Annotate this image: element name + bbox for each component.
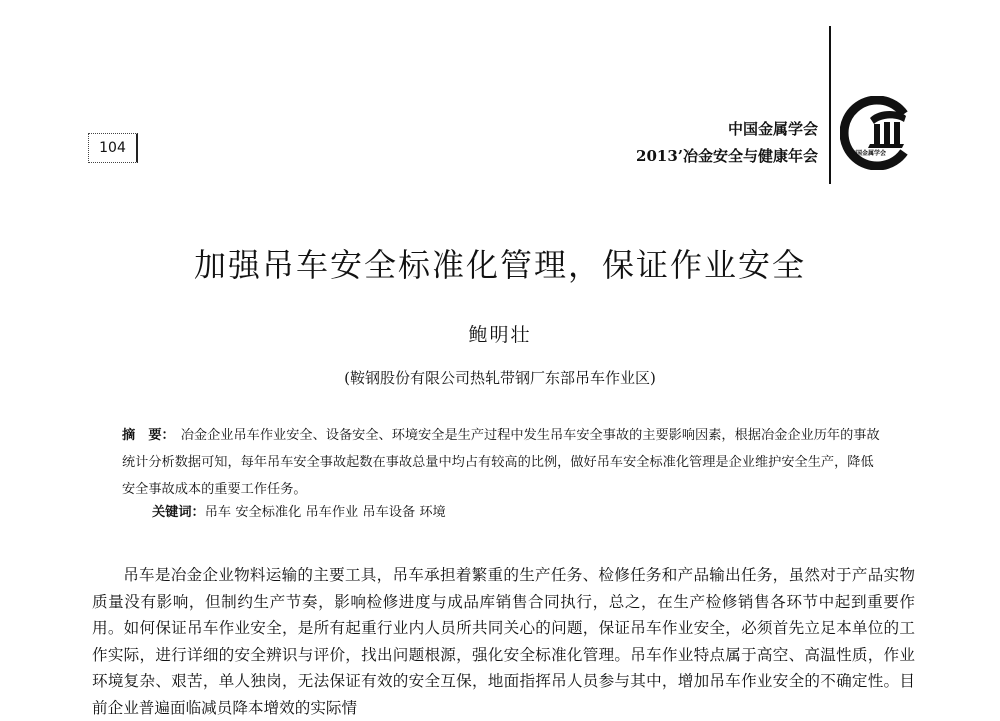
keywords: [152, 502, 872, 524]
abstract-text: 冶金企业吊车作业安全、设备安全、环境安全是生产过程中发生吊车安全事故的主要影响因素，根据冶金企业历年的事故统计分析数据可知，每年吊车安全事故起数在事故总量中均占有较高的比例，做好吊车安全标准化管理是企业维护安全生产，降低安全事故成本的重要工作任务。: [122, 428, 880, 497]
article-author: 鲍明壮: [468, 324, 532, 346]
header-conference: 2013’冶金安全与健康年会: [636, 147, 818, 165]
csm-logo-icon: [840, 96, 914, 170]
header-org: 中国金属学会: [727, 120, 818, 138]
journal-header: [560, 116, 818, 170]
body-paragraph: 吊车是冶金企业物料运输的主要工具，吊车承担着繁重的生产任务、检修任务和产品输出任务，虽然对于产品实物质量没有影响，但制约生产节奏，影响检修进度与成品库销售合同执行，总之，在生产检修销售各环节中起到重要作用。如何保证吊车作业安全，是所有起重行业内人员所共同关心的问题，保证吊车作业安全，必须首先立足本单位的工作实际，进行详细的安全辨识与评价，找出问题根源，强化安全标准化管理。吊车作业特点属于高空、高温性质，作业环境复杂、艰苦，单人独岗，无法保证有效的安全互保，地面指挥吊人员参与其中，增加吊车作业安全的不确定性。目前企业普遍面临减员降本增效的实际情: [92, 566, 915, 717]
abstract: [122, 422, 882, 503]
page-number: 104: [88, 133, 138, 163]
article-affiliation: (鞍钢股份有限公司热轧带钢厂东部吊车作业区): [344, 369, 656, 387]
abstract-label: 摘 要：: [122, 428, 175, 443]
logo-caption: 中国金属学会: [850, 150, 887, 157]
header-divider: [829, 26, 831, 184]
article-title: 加强吊车安全标准化管理，保证作业安全: [193, 246, 806, 284]
keywords-label: 关键词：: [152, 505, 205, 520]
keywords-text: 吊车 安全标准化 吊车作业 吊车设备 环境: [204, 505, 446, 520]
